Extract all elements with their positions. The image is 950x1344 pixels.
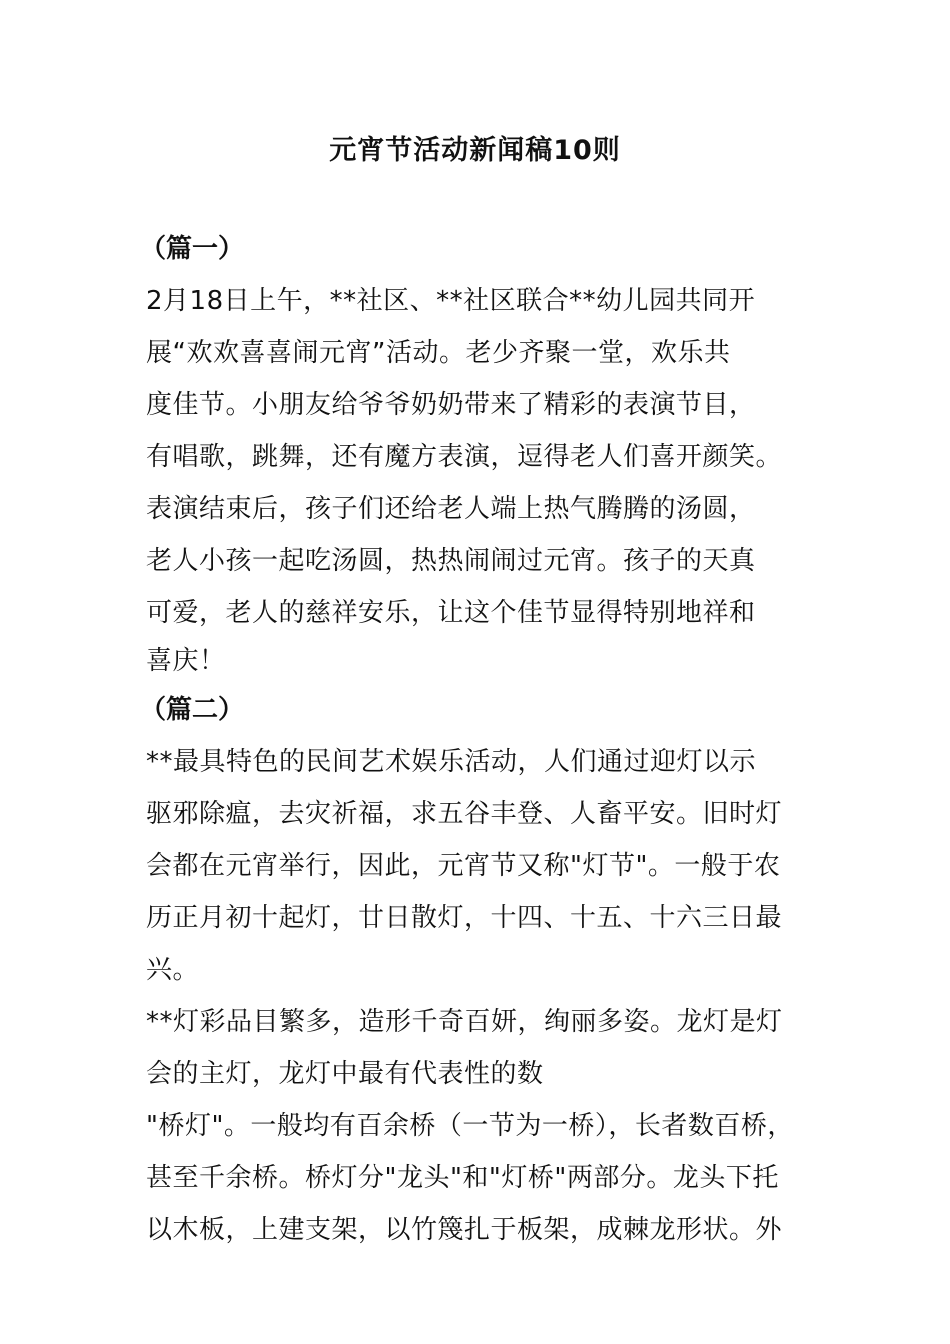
paragraph-line: 会的主灯，龙灯中最有代表性的数	[146, 1059, 544, 1089]
paragraph-line: 会都在元宵举行，因此，元宵节又称"灯节"。一般于农	[146, 851, 781, 881]
paragraph-line: 表演结束后，孩子们还给老人端上热气腾腾的汤圆，	[146, 494, 756, 524]
paragraph-line: 可爱，老人的慈祥安乐，让这个佳节显得特别地祥和	[146, 598, 756, 628]
paragraph-line: 展“欢欢喜喜闹元宵”活动。老少齐聚一堂，欢乐共	[146, 338, 731, 368]
paragraph-line: 老人小孩一起吃汤圆，热热闹闹过元宵。孩子的天真	[146, 546, 756, 576]
paragraph-line: 驱邪除瘟，去灾祈福，求五谷丰登、人畜平安。旧时灯	[146, 799, 783, 829]
paragraph-line: 有唱歌，跳舞，还有魔方表演，逗得老人们喜开颜笑。	[146, 442, 783, 472]
paragraph-line: "桥灯"。一般均有百余桥（一节为一桥），长者数百桥，	[146, 1111, 794, 1141]
section-heading-2: （篇二）	[140, 695, 245, 725]
paragraph-line: 历正月初十起灯，廿日散灯，十四、十五、十六三日最	[146, 903, 783, 933]
section-heading-1: （篇一）	[140, 234, 245, 264]
paragraph-line: 以木板，上建支架，以竹篾扎于板架，成棘龙形状。外	[146, 1215, 783, 1245]
paragraph-line: **灯彩品目繁多，造形千奇百妍，绚丽多姿。龙灯是灯	[146, 1007, 783, 1037]
paragraph-line: 甚至千余桥。桥灯分"龙头"和"灯桥"两部分。龙头下托	[146, 1163, 779, 1193]
paragraph-line: 兴。	[146, 955, 200, 985]
paragraph-line: 2月18日上午，**社区、**社区联合**幼儿园共同开	[146, 286, 756, 316]
paragraph-line: 喜庆！	[146, 646, 226, 676]
document-body	[140, 223, 814, 1256]
paragraph-line: 度佳节。小朋友给爷爷奶奶带来了精彩的表演节目，	[146, 390, 756, 420]
document-title: 元宵节活动新闻稿10则	[329, 135, 621, 166]
paragraph-line: **最具特色的民间艺术娱乐活动，人们通过迎灯以示	[146, 747, 757, 777]
